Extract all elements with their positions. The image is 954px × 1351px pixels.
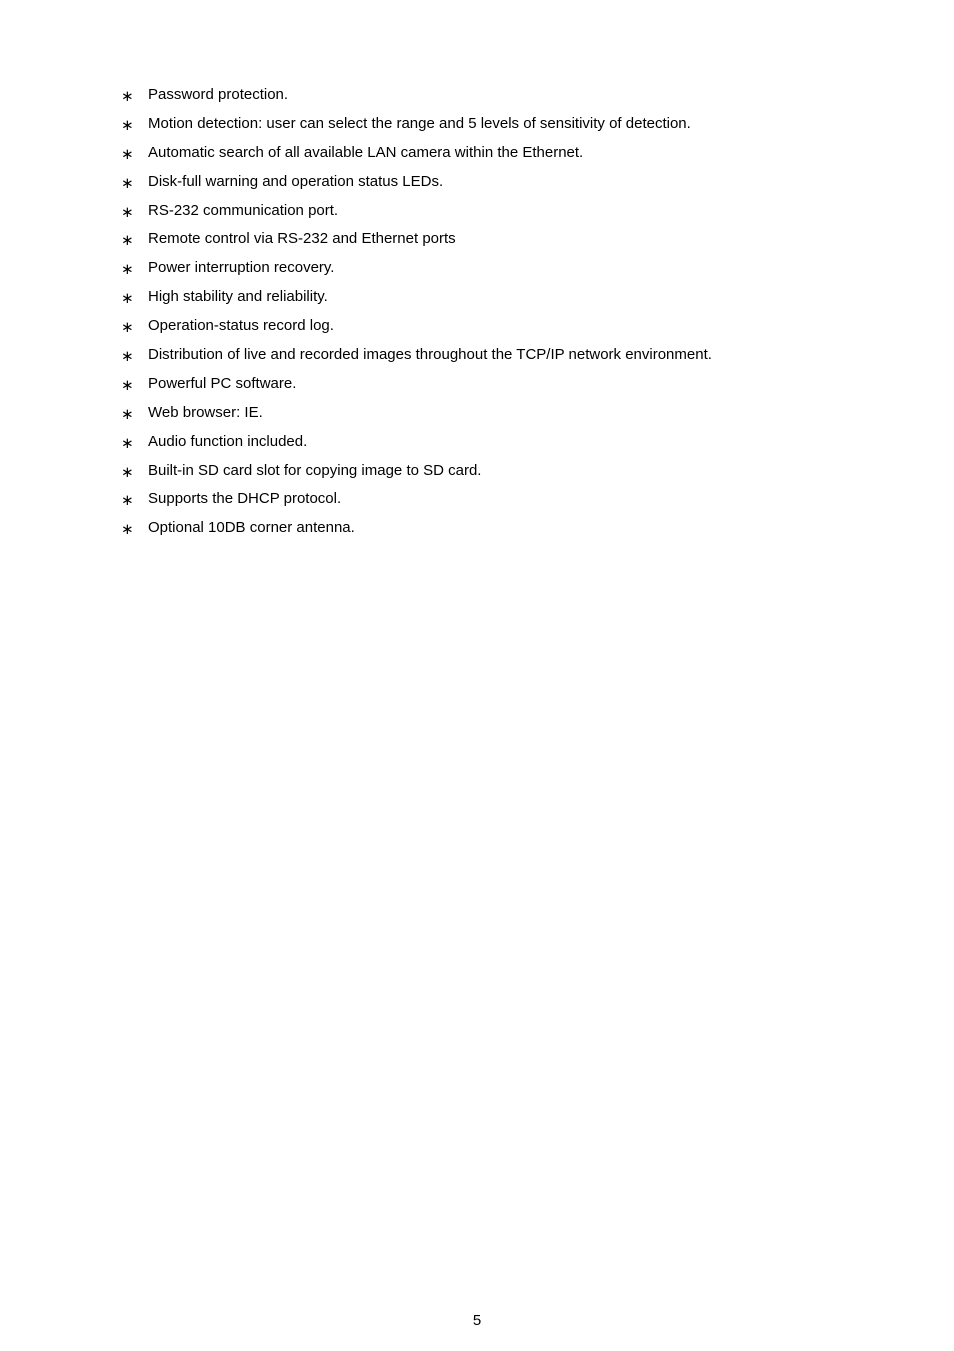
feature-text: Power interruption recovery. (148, 259, 335, 277)
asterisk-bullet-icon: ∗ (121, 144, 134, 163)
list-item (119, 432, 712, 461)
list-item (119, 518, 712, 547)
list-item (119, 229, 712, 258)
feature-text: Operation-status record log. (148, 317, 334, 335)
asterisk-bullet-icon: ∗ (121, 318, 134, 337)
asterisk-bullet-icon: ∗ (121, 433, 134, 452)
feature-text: Distribution of live and recorded images throughout the TCP/IP network environment. (148, 346, 712, 364)
feature-list (119, 85, 712, 547)
list-item (119, 287, 712, 316)
feature-text: Motion detection: user can select the range and 5 levels of sensitivity of detection. (148, 114, 691, 132)
asterisk-bullet-icon: ∗ (121, 375, 134, 394)
feature-text: Powerful PC software. (148, 374, 297, 392)
feature-text: Disk-full warning and operation status LEDs. (148, 172, 444, 190)
asterisk-bullet-icon: ∗ (121, 520, 134, 539)
list-item (119, 258, 712, 287)
list-item (119, 172, 712, 201)
asterisk-bullet-icon: ∗ (121, 404, 134, 423)
list-item (119, 374, 712, 403)
list-item (119, 461, 712, 490)
feature-text: Password protection. (148, 86, 289, 103)
list-item (119, 316, 712, 345)
asterisk-bullet-icon: ∗ (121, 115, 134, 134)
feature-text: High stability and reliability. (148, 288, 328, 306)
feature-text: RS-232 communication port. (148, 201, 339, 219)
list-item (119, 114, 712, 143)
feature-text: Supports the DHCP protocol. (148, 490, 342, 508)
feature-text: Audio function included. (148, 432, 308, 450)
feature-text: Web browser: IE. (148, 403, 263, 421)
asterisk-bullet-icon: ∗ (121, 173, 134, 192)
list-item (119, 403, 712, 432)
feature-text: Optional 10DB corner antenna. (148, 519, 355, 537)
page-number: 5 (472, 1312, 482, 1329)
list-item (119, 345, 712, 374)
asterisk-bullet-icon: ∗ (121, 462, 134, 481)
asterisk-bullet-icon: ∗ (121, 260, 134, 279)
list-item (119, 201, 712, 230)
feature-text: Remote control via RS-232 and Ethernet ports (148, 230, 456, 248)
asterisk-bullet-icon: ∗ (121, 347, 134, 366)
list-item (119, 143, 712, 172)
asterisk-bullet-icon: ∗ (121, 289, 134, 308)
asterisk-bullet-icon: ∗ (121, 231, 134, 250)
feature-text: Built-in SD card slot for copying image to SD card. (148, 461, 482, 479)
list-item (119, 489, 712, 518)
feature-text: Automatic search of all available LAN camera within the Ethernet. (148, 143, 584, 161)
list-item (119, 85, 712, 114)
asterisk-bullet-icon: ∗ (121, 202, 134, 221)
asterisk-bullet-icon: ∗ (121, 491, 134, 510)
asterisk-bullet-icon: ∗ (121, 87, 134, 105)
